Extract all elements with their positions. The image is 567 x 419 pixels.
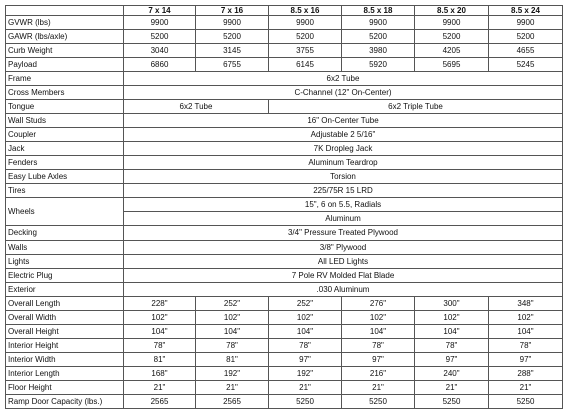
row-label: Cross Members	[6, 86, 124, 100]
table-row	[6, 394, 563, 408]
table-cell: 78"	[342, 338, 415, 352]
row-label: Jack	[6, 142, 124, 156]
table-row	[6, 352, 563, 366]
row-label: Fenders	[6, 156, 124, 170]
table-cell: 5200	[489, 30, 563, 44]
table-cell: 81"	[124, 352, 196, 366]
table-row	[6, 296, 563, 310]
trailer-spec-table	[5, 5, 563, 409]
row-label: GVWR (lbs)	[6, 16, 124, 30]
table-cell: 3980	[342, 44, 415, 58]
table-cell: 3755	[269, 44, 342, 58]
table-cell: 5250	[269, 394, 342, 408]
table-cell: 21"	[489, 380, 563, 394]
table-cell: 276"	[342, 296, 415, 310]
table-cell: 97"	[489, 352, 563, 366]
table-cell: 3/4" Pressure Treated Plywood	[124, 226, 563, 240]
table-cell: 5200	[342, 30, 415, 44]
table-cell: 192"	[196, 366, 269, 380]
table-cell: Aluminum Teardrop	[124, 156, 563, 170]
table-row	[6, 240, 563, 254]
table-cell: 104"	[415, 324, 489, 338]
table-cell: 300"	[415, 296, 489, 310]
table-row	[6, 100, 563, 114]
table-cell: C-Channel (12" On-Center)	[124, 86, 563, 100]
table-cell: 102"	[415, 310, 489, 324]
table-cell: 78"	[269, 338, 342, 352]
table-cell: 7 Pole RV Molded Flat Blade	[124, 268, 563, 282]
table-cell: 3/8" Plywood	[124, 240, 563, 254]
table-row	[6, 44, 563, 58]
table-cell: 21"	[415, 380, 489, 394]
table-cell: 21"	[269, 380, 342, 394]
table-cell: 288"	[489, 366, 563, 380]
table-cell: Aluminum	[124, 212, 563, 226]
table-row	[6, 198, 563, 212]
column-header: 8.5 x 16	[269, 6, 342, 16]
column-header: 7 x 16	[196, 6, 269, 16]
table-cell: 5200	[269, 30, 342, 44]
column-header: 8.5 x 20	[415, 6, 489, 16]
column-header: 7 x 14	[124, 6, 196, 16]
table-cell: 216"	[342, 366, 415, 380]
table-cell: 240"	[415, 366, 489, 380]
table-cell: 104"	[342, 324, 415, 338]
table-row	[6, 338, 563, 352]
table-cell: 78"	[415, 338, 489, 352]
table-cell: 104"	[124, 324, 196, 338]
table-cell: 6755	[196, 58, 269, 72]
table-cell: 6x2 Triple Tube	[269, 100, 563, 114]
table-row	[6, 30, 563, 44]
row-label: Curb Weight	[6, 44, 124, 58]
table-cell: 6860	[124, 58, 196, 72]
table-row	[6, 380, 563, 394]
table-cell: 5200	[124, 30, 196, 44]
table-cell: 9900	[124, 16, 196, 30]
table-row	[6, 184, 563, 198]
row-label: Overall Height	[6, 324, 124, 338]
row-label: Walls	[6, 240, 124, 254]
row-label: GAWR (lbs/axle)	[6, 30, 124, 44]
header-row	[6, 6, 563, 16]
table-cell: 4205	[415, 44, 489, 58]
row-label: Payload	[6, 58, 124, 72]
table-row	[6, 86, 563, 100]
table-row	[6, 170, 563, 184]
row-label: Overall Width	[6, 310, 124, 324]
table-cell: 5695	[415, 58, 489, 72]
table-row	[6, 366, 563, 380]
table-cell: 5250	[489, 394, 563, 408]
table-cell: Adjustable 2 5/16"	[124, 128, 563, 142]
row-label: Decking	[6, 226, 124, 240]
table-cell: 168"	[124, 366, 196, 380]
table-row	[6, 310, 563, 324]
table-cell: 252"	[196, 296, 269, 310]
table-cell: 7K Dropleg Jack	[124, 142, 563, 156]
row-label: Electric Plug	[6, 268, 124, 282]
row-label: Interior Height	[6, 338, 124, 352]
table-cell: 228"	[124, 296, 196, 310]
table-cell: 9900	[269, 16, 342, 30]
row-label: Frame	[6, 72, 124, 86]
table-cell: 9900	[415, 16, 489, 30]
table-cell: 102"	[269, 310, 342, 324]
table-row	[6, 226, 563, 240]
table-cell: 16" On-Center Tube	[124, 114, 563, 128]
table-cell: 21"	[124, 380, 196, 394]
table-cell: 225/75R 15 LRD	[124, 184, 563, 198]
table-cell: 6x2 Tube	[124, 100, 269, 114]
table-cell: 97"	[269, 352, 342, 366]
row-label: Floor Height	[6, 380, 124, 394]
table-cell: All LED Lights	[124, 254, 563, 268]
row-label: Tires	[6, 184, 124, 198]
table-cell: 192"	[269, 366, 342, 380]
table-row	[6, 142, 563, 156]
spec-body	[6, 16, 563, 409]
table-cell: 9900	[196, 16, 269, 30]
column-header: 8.5 x 24	[489, 6, 563, 16]
table-row	[6, 282, 563, 296]
row-label: Ramp Door Capacity (lbs.)	[6, 394, 124, 408]
table-cell: 97"	[342, 352, 415, 366]
row-label: Interior Length	[6, 366, 124, 380]
table-cell: 21"	[196, 380, 269, 394]
table-cell: 102"	[124, 310, 196, 324]
table-cell: 81"	[196, 352, 269, 366]
table-cell: 3145	[196, 44, 269, 58]
table-row	[6, 128, 563, 142]
table-cell: 5920	[342, 58, 415, 72]
row-label: Exterior	[6, 282, 124, 296]
table-cell: 3040	[124, 44, 196, 58]
table-cell: 5200	[415, 30, 489, 44]
table-row	[6, 156, 563, 170]
table-cell: 6x2 Tube	[124, 72, 563, 86]
table-cell: 102"	[342, 310, 415, 324]
table-cell: 2565	[124, 394, 196, 408]
table-row	[6, 72, 563, 86]
table-cell: 21"	[342, 380, 415, 394]
table-cell: 9900	[342, 16, 415, 30]
table-row	[6, 16, 563, 30]
table-cell: 102"	[489, 310, 563, 324]
table-cell: 5250	[415, 394, 489, 408]
row-label: Wall Studs	[6, 114, 124, 128]
header-corner	[6, 6, 124, 16]
table-cell: 97"	[415, 352, 489, 366]
row-label: Easy Lube Axles	[6, 170, 124, 184]
table-cell: 78"	[124, 338, 196, 352]
table-row	[6, 114, 563, 128]
table-cell: Torsion	[124, 170, 563, 184]
table-cell: 5250	[342, 394, 415, 408]
table-row	[6, 254, 563, 268]
table-row	[6, 324, 563, 338]
table-cell: 2565	[196, 394, 269, 408]
table-cell: 78"	[196, 338, 269, 352]
row-label: Coupler	[6, 128, 124, 142]
table-cell: 4655	[489, 44, 563, 58]
column-header: 8.5 x 18	[342, 6, 415, 16]
table-cell: 6145	[269, 58, 342, 72]
row-label: Interior Width	[6, 352, 124, 366]
table-cell: 5200	[196, 30, 269, 44]
table-cell: 15", 6 on 5.5, Radials	[124, 198, 563, 212]
row-label: Wheels	[6, 198, 124, 226]
table-cell: 104"	[196, 324, 269, 338]
table-row	[6, 268, 563, 282]
table-row	[6, 58, 563, 72]
table-cell: 9900	[489, 16, 563, 30]
table-cell: 102"	[196, 310, 269, 324]
row-label: Tongue	[6, 100, 124, 114]
table-cell: 348"	[489, 296, 563, 310]
row-label: Overall Length	[6, 296, 124, 310]
table-cell: 78"	[489, 338, 563, 352]
table-cell: 5245	[489, 58, 563, 72]
row-label: Lights	[6, 254, 124, 268]
table-cell: .030 Aluminum	[124, 282, 563, 296]
table-cell: 104"	[489, 324, 563, 338]
table-cell: 104"	[269, 324, 342, 338]
table-cell: 252"	[269, 296, 342, 310]
